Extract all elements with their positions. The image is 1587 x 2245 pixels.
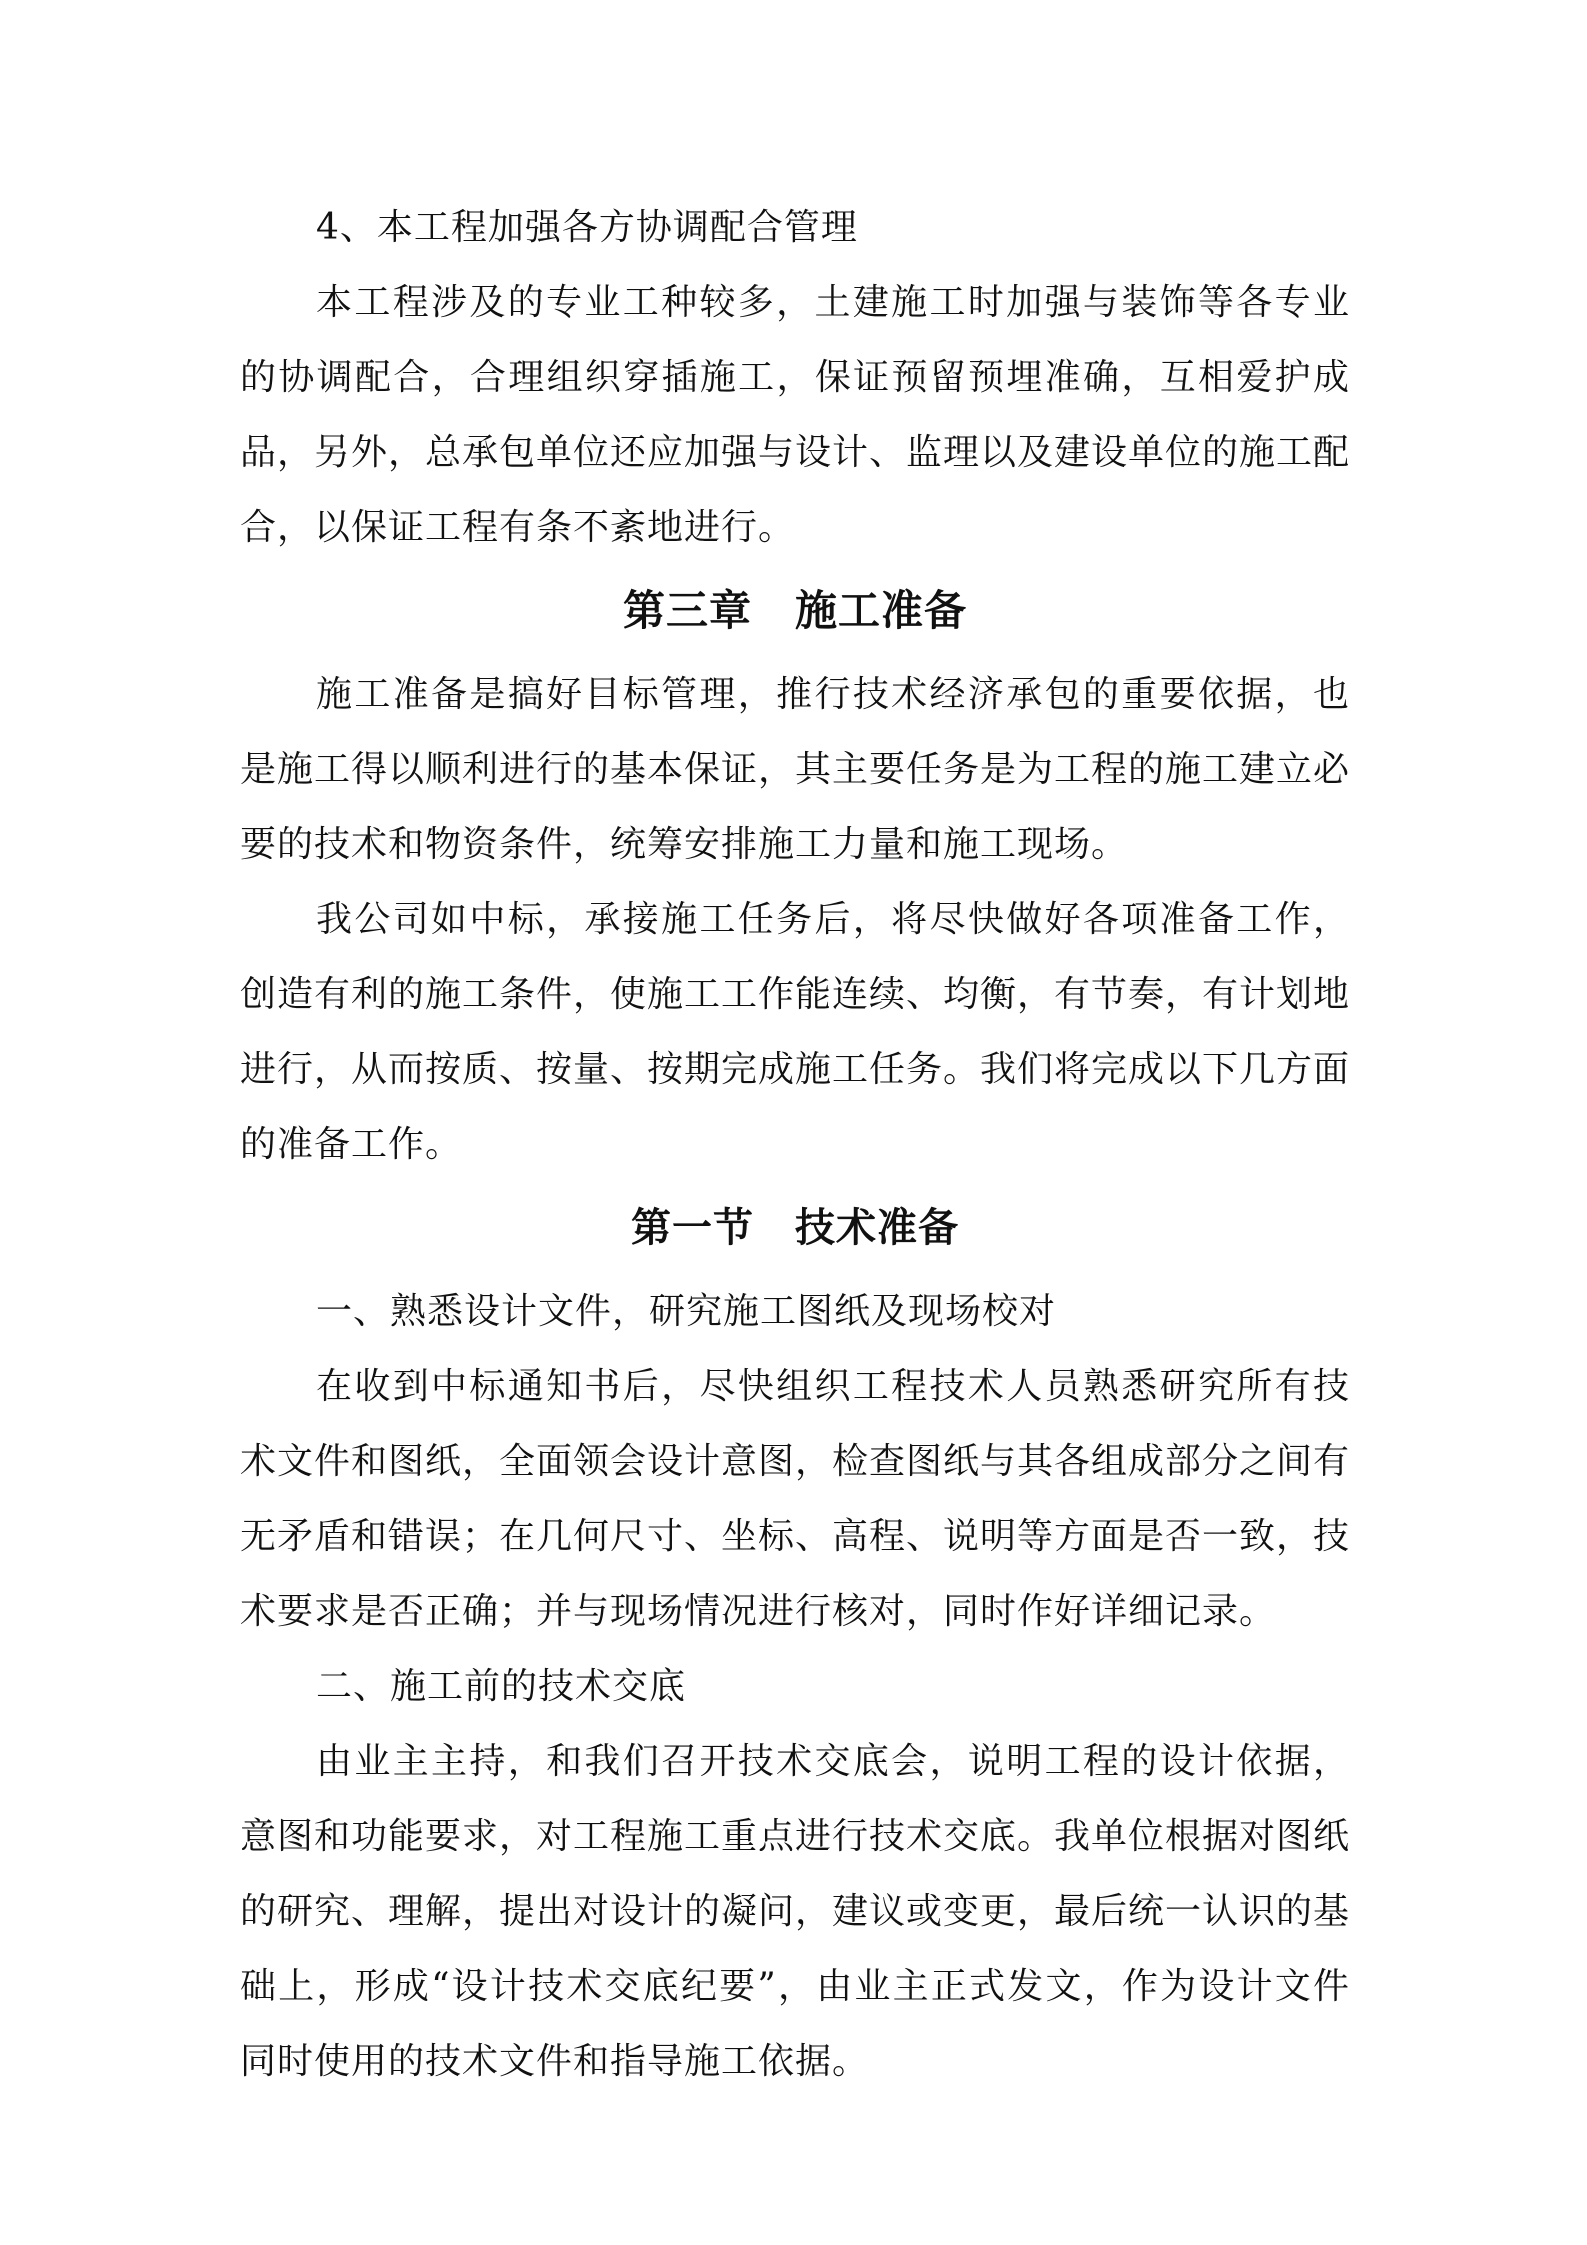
item-1-heading: 一、熟悉设计文件，研究施工图纸及现场校对 bbox=[316, 1291, 1057, 1332]
sub-heading-coordination: 4、本工程加强各方协调配合管理 bbox=[316, 207, 858, 248]
item-2-body: 由业主主持，和我们召开技术交底会，说明工程的设计依据，意图和功能要求，对工程施工重点进行技术交底。我单位根据对图纸的研究、理解，提出对设计的凝问，建议或变更，最后统一认识的基础上，形成“设计技术交底纪要”，由业主正式发文，作为设计文件同时使用的技术文件和指导施工依据。 bbox=[240, 1741, 1351, 2082]
paragraph-prep-company: 我公司如中标，承接施工任务后，将尽快做好各项准备工作，创造有利的施工条件，使施工工作能连续、均衡，有节奏，有计划地进行，从而按质、按量、按期完成施工任务。我们将完成以下几方面的准备工作。 bbox=[240, 899, 1351, 1165]
item-1-body: 在收到中标通知书后，尽快组织工程技术人员熟悉研究所有技术文件和图纸，全面领会设计意图，检查图纸与其各组成部分之间有无矛盾和错误；在几何尺寸、坐标、高程、说明等方面是否一致，技术要求是否正确；并与现场情况进行核对，同时作好详细记录。 bbox=[240, 1366, 1351, 1632]
item-2-heading: 二、施工前的技术交底 bbox=[316, 1666, 687, 1707]
chapter-title: 第三章 施工准备 bbox=[622, 586, 967, 635]
document-body bbox=[240, 190, 1350, 2099]
paragraph-coordination: 本工程涉及的专业工种较多，土建施工时加强与装饰等各专业的协调配合，合理组织穿插施工，保证预留预埋准确，互相爱护成品，另外，总承包单位还应加强与设计、监理以及建设单位的施工配合，以保证工程有条不紊地进行。 bbox=[240, 282, 1351, 548]
paragraph-prep-intro: 施工准备是搞好目标管理，推行技术经济承包的重要依据，也是施工得以顺利进行的基本保证，其主要任务是为工程的施工建立必要的技术和物资条件，统筹安排施工力量和施工现场。 bbox=[240, 674, 1351, 865]
section-title: 第一节 技术准备 bbox=[631, 1204, 959, 1251]
